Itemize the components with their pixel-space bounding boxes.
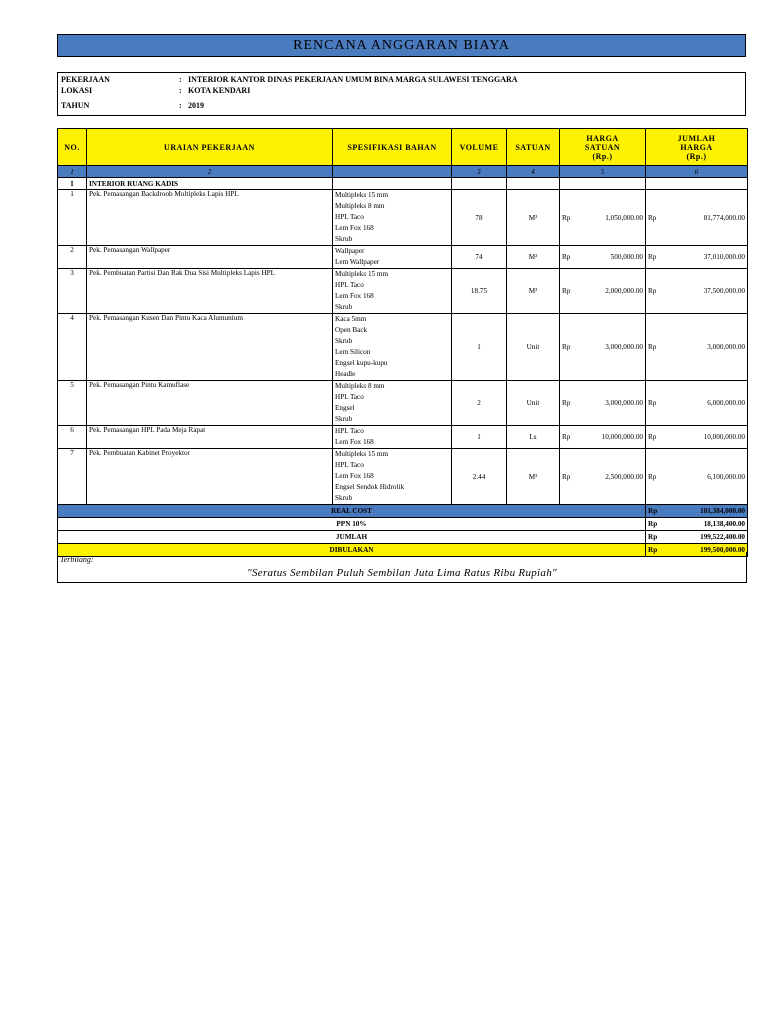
- item-no: 6: [58, 426, 87, 449]
- terbilang-label: Terbilang:: [60, 555, 94, 564]
- header-jumlah-line: HARGA: [680, 142, 713, 152]
- header-uraian: URAIAN PEKERJAAN: [87, 129, 333, 166]
- item-volume: 18.75: [452, 269, 507, 314]
- header-harga-line: HARGA: [586, 133, 619, 143]
- item-jumlah-harga: 37,010,000.00: [664, 246, 748, 269]
- spec-line: Engsel kupu-kupu: [335, 359, 388, 367]
- table-row: [58, 449, 748, 505]
- column-index-row: [58, 166, 748, 178]
- header-harga-line: SATUAN: [584, 142, 621, 152]
- info-label: LOKASI: [61, 86, 93, 95]
- item-no: 3: [58, 269, 87, 314]
- spec-line: Kaca 5mm: [335, 315, 367, 323]
- spec-line: Lem Fox 168: [335, 292, 374, 300]
- item-rp-harga: Rp: [560, 426, 578, 449]
- item-no: 1: [58, 190, 87, 246]
- item-uraian: Pek. Pemasangan Wallpaper: [87, 246, 333, 269]
- item-no: 2: [58, 246, 87, 269]
- item-harga-satuan: 1,050,000.00: [578, 190, 646, 246]
- header-volume: VOLUME: [452, 129, 507, 166]
- spec-line: HPL Taco: [335, 461, 364, 469]
- spec-line: Lem Fox 168: [335, 438, 374, 446]
- spec-line: Engsel Sendok Hidrolik: [335, 483, 405, 491]
- item-jumlah-harga: 37,500,000.00: [664, 269, 748, 314]
- item-volume: 1: [452, 314, 507, 381]
- info-separator: :: [179, 101, 182, 110]
- item-satuan: M²: [507, 190, 560, 246]
- item-no: 7: [58, 449, 87, 505]
- item-spec: [333, 190, 452, 246]
- table-row: [58, 426, 748, 449]
- item-jumlah-harga: 6,100,000.00: [664, 449, 748, 505]
- header-harga-line: (Rp.): [592, 151, 613, 161]
- item-rp-jumlah: Rp: [646, 449, 664, 505]
- item-spec: [333, 314, 452, 381]
- budget-table: [57, 128, 748, 557]
- item-rp-harga: Rp: [560, 190, 578, 246]
- item-uraian: Pek. Pemasangan Kusen Dan Pintu Kaca Alumunium: [87, 314, 333, 381]
- item-satuan: M²: [507, 246, 560, 269]
- section-no: I: [58, 178, 87, 190]
- summary-row: [58, 518, 748, 531]
- spec-line: Multipleks 15 mm: [335, 270, 389, 278]
- summary-rp: Rp: [646, 505, 664, 518]
- spec-line: Engsel: [335, 404, 355, 412]
- spec-line: HPL Taco: [335, 281, 364, 289]
- summary-value: 181,384,000.00: [664, 505, 748, 518]
- info-separator: :: [179, 86, 182, 95]
- item-harga-satuan: 3,000,000.00: [578, 381, 646, 426]
- header-jumlah-line: (Rp.): [686, 151, 707, 161]
- info-value: INTERIOR KANTOR DINAS PEKERJAAN UMUM BINA MARGA SULAWESI TENGGARA: [188, 75, 518, 84]
- item-uraian: Pek. Pemasangan HPL Pada Meja Rapat: [87, 426, 333, 449]
- spec-line: Skrub: [335, 494, 353, 502]
- table-row: [58, 381, 748, 426]
- info-value: KOTA KENDARI: [188, 86, 251, 95]
- spec-line: Lem Wallpaper: [335, 258, 380, 266]
- item-spec: [333, 449, 452, 505]
- item-harga-satuan: 2,000,000.00: [578, 269, 646, 314]
- empty-cell: [507, 178, 560, 190]
- section-name: INTERIOR RUANG KADIS: [87, 178, 333, 190]
- empty-cell: [333, 178, 452, 190]
- item-satuan: Ls: [507, 426, 560, 449]
- summary-rp: Rp: [646, 531, 664, 544]
- summary-rp: Rp: [646, 518, 664, 531]
- header-no: NO.: [58, 129, 87, 166]
- index-cell: 2: [87, 166, 333, 178]
- table-row: [58, 190, 748, 246]
- summary-row: [58, 531, 748, 544]
- terbilang-text: "Seratus Sembilan Puluh Sembilan Juta Lima Ratus Ribu Rupiah": [247, 567, 557, 579]
- spec-line: Skrub: [335, 303, 353, 311]
- summary-label: REAL COST: [58, 505, 646, 518]
- item-satuan: Unit: [507, 314, 560, 381]
- summary-label: DIBULAKAN: [58, 544, 646, 557]
- summary-label: JUMLAH: [58, 531, 646, 544]
- empty-cell: [452, 178, 507, 190]
- terbilang-box: [57, 552, 747, 583]
- summary-rp: Rp: [646, 544, 664, 557]
- item-harga-satuan: 10,000,000.00: [578, 426, 646, 449]
- spec-line: HPL Taco: [335, 427, 364, 435]
- summary-value: 18,138,400.00: [664, 518, 748, 531]
- item-rp-harga: Rp: [560, 246, 578, 269]
- item-jumlah-harga: 10,000,000.00: [664, 426, 748, 449]
- item-jumlah-harga: 6,000,000.00: [664, 381, 748, 426]
- item-spec: [333, 381, 452, 426]
- info-label: TAHUN: [61, 101, 90, 110]
- index-cell: 1: [58, 166, 87, 178]
- item-satuan: M²: [507, 269, 560, 314]
- summary-value: 199,500,000.00: [664, 544, 748, 557]
- item-satuan: M²: [507, 449, 560, 505]
- header-jumlah-harga: [646, 129, 748, 166]
- header-satuan: SATUAN: [507, 129, 560, 166]
- item-volume: 1: [452, 426, 507, 449]
- item-spec: [333, 426, 452, 449]
- spec-line: Open Back: [335, 326, 368, 334]
- empty-cell: [560, 178, 646, 190]
- header-harga-satuan: [560, 129, 646, 166]
- table-row: [58, 269, 748, 314]
- index-cell: 4: [507, 166, 560, 178]
- item-satuan: Unit: [507, 381, 560, 426]
- summary-row: [58, 505, 748, 518]
- spec-line: Skrub: [335, 235, 353, 243]
- section-row: [58, 178, 748, 190]
- item-harga-satuan: 500,000.00: [578, 246, 646, 269]
- table-header-row: [58, 129, 748, 166]
- item-spec: [333, 269, 452, 314]
- item-spec: [333, 246, 452, 269]
- info-separator: :: [179, 75, 182, 84]
- item-no: 4: [58, 314, 87, 381]
- project-info: [57, 72, 746, 116]
- spec-line: Multipleks 15 mm: [335, 191, 389, 199]
- item-rp-harga: Rp: [560, 314, 578, 381]
- item-rp-harga: Rp: [560, 381, 578, 426]
- item-rp-jumlah: Rp: [646, 314, 664, 381]
- info-value: 2019: [188, 101, 204, 110]
- spec-line: Multipleks 8 mm: [335, 202, 385, 210]
- item-jumlah-harga: 81,774,000.00: [664, 190, 748, 246]
- item-rp-jumlah: Rp: [646, 381, 664, 426]
- spec-line: Multipleks 15 mm: [335, 450, 389, 458]
- spec-line: Lem Silicon: [335, 348, 371, 356]
- item-rp-harga: Rp: [560, 269, 578, 314]
- item-rp-jumlah: Rp: [646, 269, 664, 314]
- index-cell: 6: [646, 166, 748, 178]
- spec-line: Lem Fox 168: [335, 472, 374, 480]
- spec-line: HPL Taco: [335, 393, 364, 401]
- item-volume: 2.44: [452, 449, 507, 505]
- document-title: RENCANA ANGGARAN BIAYA: [57, 34, 746, 57]
- item-uraian: Pek. Pemasangan Pintu Kamuflase: [87, 381, 333, 426]
- item-harga-satuan: 3,000,000.00: [578, 314, 646, 381]
- item-harga-satuan: 2,500,000.00: [578, 449, 646, 505]
- empty-cell: [646, 178, 748, 190]
- spec-line: Lem Fox 168: [335, 224, 374, 232]
- info-label: PEKERJAAN: [61, 75, 110, 84]
- item-volume: 2: [452, 381, 507, 426]
- header-jumlah-line: JUMLAH: [677, 133, 716, 143]
- spec-line: Skrub: [335, 337, 353, 345]
- item-no: 5: [58, 381, 87, 426]
- spec-line: Headle: [335, 370, 356, 378]
- item-jumlah-harga: 3,000,000.00: [664, 314, 748, 381]
- item-uraian: Pek. Pemasangan Backdroob Multipleks Lapis HPL: [87, 190, 333, 246]
- table-row: [58, 246, 748, 269]
- index-cell: [333, 166, 452, 178]
- index-cell: 3: [452, 166, 507, 178]
- item-rp-jumlah: Rp: [646, 246, 664, 269]
- summary-value: 199,522,400.00: [664, 531, 748, 544]
- summary-label: PPN 10%: [58, 518, 646, 531]
- index-cell: 5: [560, 166, 646, 178]
- spec-line: HPL Taco: [335, 213, 364, 221]
- spec-line: Multipleks 8 mm: [335, 382, 385, 390]
- header-spesifikasi: SPESIFIKASI BAHAN: [333, 129, 452, 166]
- spec-line: Skrub: [335, 415, 353, 423]
- item-uraian: Pek. Pembuatan Kabinet Proyektor: [87, 449, 333, 505]
- spec-line: Wallpaper: [335, 247, 365, 255]
- item-rp-harga: Rp: [560, 449, 578, 505]
- table-row: [58, 314, 748, 381]
- item-rp-jumlah: Rp: [646, 190, 664, 246]
- item-volume: 78: [452, 190, 507, 246]
- item-rp-jumlah: Rp: [646, 426, 664, 449]
- item-volume: 74: [452, 246, 507, 269]
- item-uraian: Pek. Pembuatan Partisi Dan Rak Dua Sisi Multipleks Lapis HPL: [87, 269, 333, 314]
